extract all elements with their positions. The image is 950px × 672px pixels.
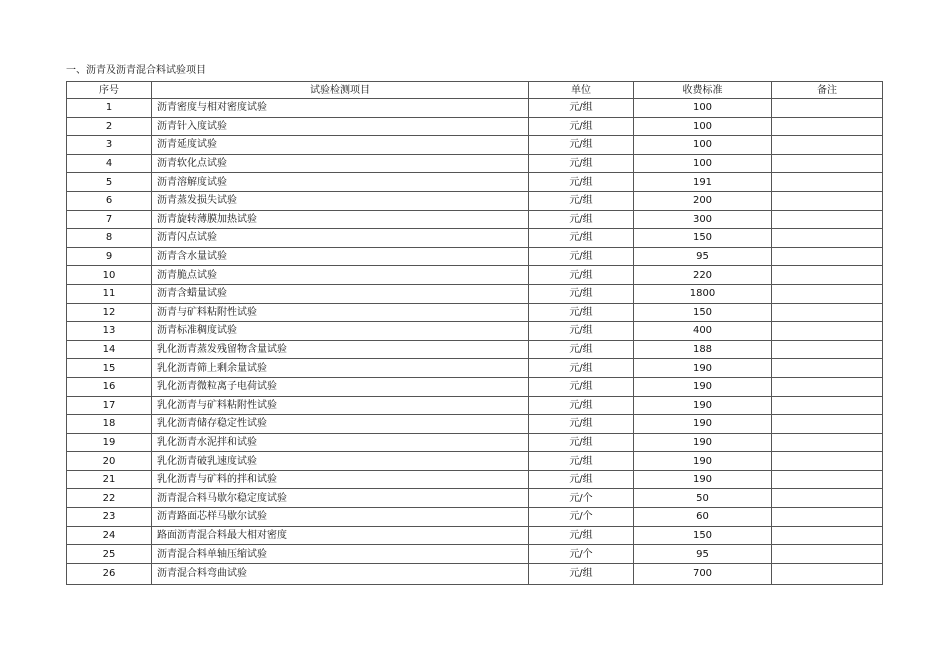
- cell-unit: 元/个: [529, 508, 634, 527]
- cell-item: 乳化沥青筛上剩余量试验: [152, 359, 529, 378]
- cell-fee: 190: [634, 377, 772, 396]
- cell-unit: 元/组: [529, 377, 634, 396]
- cell-seq: 19: [67, 433, 152, 452]
- table-body: [67, 99, 883, 585]
- cell-note: [772, 433, 883, 452]
- cell-note: [772, 303, 883, 322]
- cell-item: 沥青与矿料粘附性试验: [152, 303, 529, 322]
- cell-fee: 100: [634, 99, 772, 118]
- cell-item: 沥青混合料单轴压缩试验: [152, 545, 529, 564]
- cell-item: 沥青密度与相对密度试验: [152, 99, 529, 118]
- cell-seq: 16: [67, 377, 152, 396]
- table-row: [67, 136, 883, 155]
- cell-fee: 190: [634, 396, 772, 415]
- cell-seq: 3: [67, 136, 152, 155]
- table-row: [67, 433, 883, 452]
- cell-fee: 400: [634, 322, 772, 341]
- cell-seq: 23: [67, 508, 152, 527]
- cell-seq: 8: [67, 229, 152, 248]
- cell-item: 沥青闪点试验: [152, 229, 529, 248]
- cell-fee: 100: [634, 136, 772, 155]
- cell-note: [772, 452, 883, 471]
- header-note: 备注: [772, 82, 883, 99]
- table-row: [67, 191, 883, 210]
- cell-seq: 12: [67, 303, 152, 322]
- table-row: [67, 415, 883, 434]
- cell-item: 乳化沥青储存稳定性试验: [152, 415, 529, 434]
- cell-item: 沥青脆点试验: [152, 266, 529, 285]
- cell-unit: 元/组: [529, 415, 634, 434]
- cell-note: [772, 377, 883, 396]
- cell-fee: 150: [634, 229, 772, 248]
- cell-seq: 11: [67, 284, 152, 303]
- cell-item: 沥青溶解度试验: [152, 173, 529, 192]
- table-row: [67, 396, 883, 415]
- table-row: [67, 340, 883, 359]
- cell-unit: 元/组: [529, 173, 634, 192]
- cell-item: 沥青混合料马歇尔稳定度试验: [152, 489, 529, 508]
- cell-fee: 191: [634, 173, 772, 192]
- cell-unit: 元/组: [529, 526, 634, 545]
- cell-fee: 190: [634, 415, 772, 434]
- cell-note: [772, 117, 883, 136]
- cell-note: [772, 322, 883, 341]
- table-row: [67, 266, 883, 285]
- cell-fee: 190: [634, 470, 772, 489]
- table-row: [67, 303, 883, 322]
- cell-item: 路面沥青混合料最大相对密度: [152, 526, 529, 545]
- cell-fee: 100: [634, 117, 772, 136]
- header-seq: 序号: [67, 82, 152, 99]
- cell-fee: 220: [634, 266, 772, 285]
- table-row: [67, 117, 883, 136]
- table-row: [67, 452, 883, 471]
- cell-seq: 7: [67, 210, 152, 229]
- table-row: [67, 526, 883, 545]
- cell-seq: 17: [67, 396, 152, 415]
- cell-seq: 15: [67, 359, 152, 378]
- cell-seq: 10: [67, 266, 152, 285]
- cell-seq: 18: [67, 415, 152, 434]
- cell-fee: 150: [634, 526, 772, 545]
- cell-seq: 14: [67, 340, 152, 359]
- table-row: [67, 545, 883, 564]
- cell-seq: 4: [67, 154, 152, 173]
- cell-seq: 2: [67, 117, 152, 136]
- cell-item: 乳化沥青水泥拌和试验: [152, 433, 529, 452]
- cell-fee: 95: [634, 247, 772, 266]
- cell-unit: 元/组: [529, 433, 634, 452]
- table-row: [67, 489, 883, 508]
- header-item: 试验检测项目: [152, 82, 529, 99]
- cell-seq: 26: [67, 563, 152, 584]
- cell-item: 乳化沥青蒸发残留物含量试验: [152, 340, 529, 359]
- cell-note: [772, 340, 883, 359]
- cell-unit: 元/组: [529, 396, 634, 415]
- cell-note: [772, 173, 883, 192]
- cell-seq: 1: [67, 99, 152, 118]
- cell-seq: 20: [67, 452, 152, 471]
- cell-unit: 元/组: [529, 154, 634, 173]
- cell-unit: 元/组: [529, 210, 634, 229]
- cell-note: [772, 191, 883, 210]
- cell-note: [772, 545, 883, 564]
- cell-note: [772, 470, 883, 489]
- cell-unit: 元/组: [529, 303, 634, 322]
- cell-item: 沥青标准稠度试验: [152, 322, 529, 341]
- cell-fee: 700: [634, 563, 772, 584]
- cell-note: [772, 508, 883, 527]
- cell-note: [772, 266, 883, 285]
- cell-item: 沥青延度试验: [152, 136, 529, 155]
- cell-item: 乳化沥青微粒离子电荷试验: [152, 377, 529, 396]
- cell-unit: 元/个: [529, 489, 634, 508]
- cell-note: [772, 563, 883, 584]
- fee-table: [66, 81, 883, 585]
- cell-unit: 元/组: [529, 247, 634, 266]
- cell-unit: 元/组: [529, 470, 634, 489]
- cell-note: [772, 415, 883, 434]
- cell-unit: 元/组: [529, 340, 634, 359]
- cell-seq: 13: [67, 322, 152, 341]
- cell-note: [772, 359, 883, 378]
- cell-item: 乳化沥青破乳速度试验: [152, 452, 529, 471]
- table-row: [67, 508, 883, 527]
- cell-seq: 5: [67, 173, 152, 192]
- cell-item: 沥青含蜡量试验: [152, 284, 529, 303]
- cell-unit: 元/组: [529, 117, 634, 136]
- cell-unit: 元/组: [529, 563, 634, 584]
- cell-fee: 300: [634, 210, 772, 229]
- cell-unit: 元/个: [529, 545, 634, 564]
- cell-item: 乳化沥青与矿料的拌和试验: [152, 470, 529, 489]
- table-row: [67, 359, 883, 378]
- cell-unit: 元/组: [529, 284, 634, 303]
- table-row: [67, 99, 883, 118]
- header-unit: 单位: [529, 82, 634, 99]
- cell-item: 沥青混合料弯曲试验: [152, 563, 529, 584]
- table-row: [67, 210, 883, 229]
- cell-item: 沥青软化点试验: [152, 154, 529, 173]
- cell-unit: 元/组: [529, 136, 634, 155]
- table-row: [67, 322, 883, 341]
- cell-item: 沥青蒸发损失试验: [152, 191, 529, 210]
- cell-item: 沥青针入度试验: [152, 117, 529, 136]
- cell-fee: 60: [634, 508, 772, 527]
- cell-note: [772, 136, 883, 155]
- cell-unit: 元/组: [529, 452, 634, 471]
- cell-fee: 50: [634, 489, 772, 508]
- section-title: 一、沥青及沥青混合料试验项目: [66, 65, 206, 76]
- cell-item: 沥青含水量试验: [152, 247, 529, 266]
- cell-fee: 190: [634, 433, 772, 452]
- table-row: [67, 470, 883, 489]
- cell-unit: 元/组: [529, 266, 634, 285]
- cell-fee: 1800: [634, 284, 772, 303]
- cell-item: 乳化沥青与矿料粘附性试验: [152, 396, 529, 415]
- cell-item: 沥青路面芯样马歇尔试验: [152, 508, 529, 527]
- cell-fee: 95: [634, 545, 772, 564]
- cell-seq: 6: [67, 191, 152, 210]
- cell-note: [772, 99, 883, 118]
- cell-unit: 元/组: [529, 359, 634, 378]
- cell-fee: 200: [634, 191, 772, 210]
- table-row: [67, 154, 883, 173]
- cell-unit: 元/组: [529, 99, 634, 118]
- table-row: [67, 377, 883, 396]
- cell-seq: 24: [67, 526, 152, 545]
- cell-fee: 188: [634, 340, 772, 359]
- cell-seq: 25: [67, 545, 152, 564]
- cell-note: [772, 229, 883, 248]
- cell-seq: 9: [67, 247, 152, 266]
- cell-fee: 190: [634, 359, 772, 378]
- cell-fee: 100: [634, 154, 772, 173]
- table-header-row: [67, 82, 883, 99]
- table-row: [67, 284, 883, 303]
- cell-item: 沥青旋转薄膜加热试验: [152, 210, 529, 229]
- cell-seq: 21: [67, 470, 152, 489]
- table-row: [67, 173, 883, 192]
- header-fee: 收费标准: [634, 82, 772, 99]
- cell-note: [772, 526, 883, 545]
- table-row: [67, 563, 883, 584]
- cell-note: [772, 489, 883, 508]
- cell-note: [772, 247, 883, 266]
- cell-seq: 22: [67, 489, 152, 508]
- cell-note: [772, 210, 883, 229]
- cell-unit: 元/组: [529, 229, 634, 248]
- cell-note: [772, 154, 883, 173]
- cell-note: [772, 396, 883, 415]
- cell-fee: 190: [634, 452, 772, 471]
- table-row: [67, 247, 883, 266]
- cell-note: [772, 284, 883, 303]
- cell-fee: 150: [634, 303, 772, 322]
- cell-unit: 元/组: [529, 191, 634, 210]
- cell-unit: 元/组: [529, 322, 634, 341]
- table-row: [67, 229, 883, 248]
